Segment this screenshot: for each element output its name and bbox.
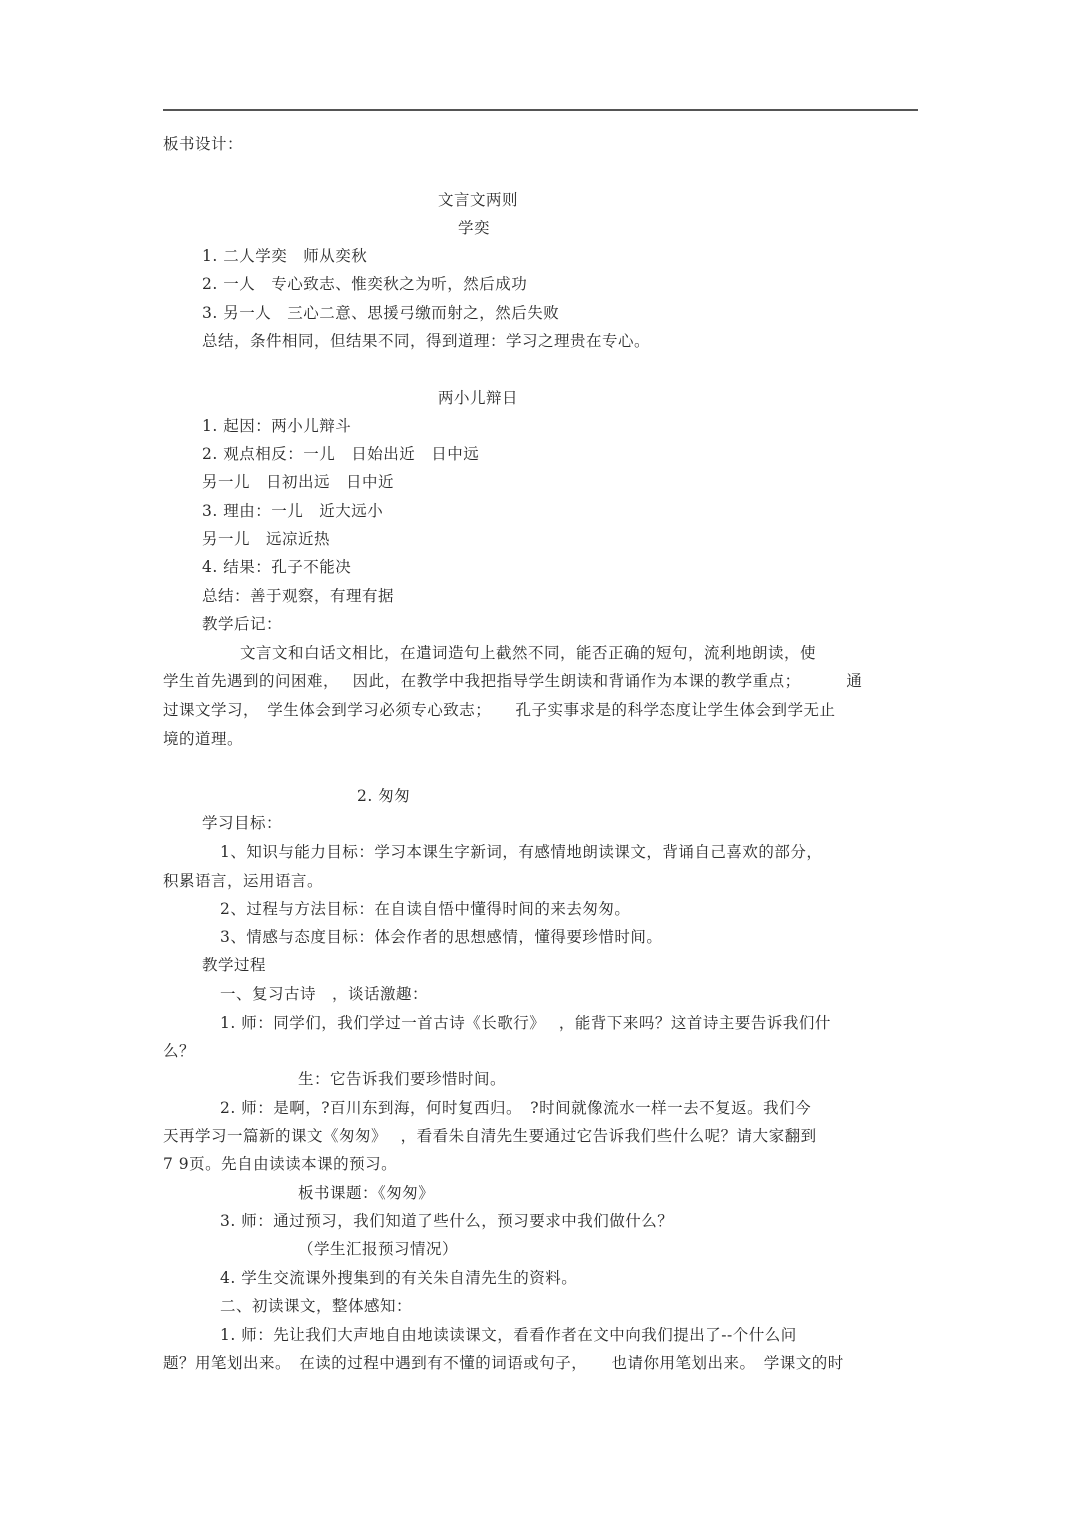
- xueyi-item: 3. 另一人 三心二意、思援弓缴而射之，然后失败: [202, 304, 560, 322]
- header-rule: [163, 109, 918, 111]
- postscript-line: 文言文和白话文相比，在遣词造句上截然不同，能否正确的短句，流利地朗读，使: [240, 644, 817, 662]
- liangxiaoer-title: 两小儿辩日: [438, 389, 519, 407]
- lesson-title: 2. 匆匆: [357, 787, 411, 805]
- postscript-line: 过课文学习， 学生体会到学习必须专心致志； 孔子实事求是的科学态度让学生体会到学无止: [163, 701, 836, 719]
- liangxiaoer-item: 另一儿 日初出远 日中近: [202, 473, 395, 491]
- liangxiaoer-summary: 总结：善于观察，有理有据: [202, 587, 395, 605]
- process-line: 天再学习一篇新的课文《匆匆》 ，看看朱自清先生要通过它告诉我们些什么呢？请大家翻到: [163, 1127, 817, 1145]
- process-line: 板书课题：《匆匆》: [298, 1184, 435, 1202]
- board-design-label: 板书设计：: [163, 135, 244, 153]
- xueyi-summary: 总结，条件相同，但结果不同，得到道理：学习之理贵在专心。: [202, 332, 651, 350]
- process-heading: 教学过程: [202, 956, 267, 974]
- process-line: 一、复习古诗 ，谈话激趣：: [220, 985, 429, 1003]
- process-line: 题？用笔划出来。 在读的过程中遇到有不懂的词语或句子， 也请你用笔划出来。 学课文的时: [163, 1354, 844, 1372]
- goal-line: 1、知识与能力目标：学习本课生字新词，有感情地朗读课文，背诵自己喜欢的部分，: [220, 843, 823, 861]
- liangxiaoer-item: 另一儿 远凉近热: [202, 530, 331, 548]
- process-line: 1. 师：同学们，我们学过一首古诗《长歌行》 ，能背下来吗？这首诗主要告诉我们什: [220, 1014, 831, 1032]
- postscript-line: 学生首先遇到的问困难， 因此，在教学中我把指导学生朗读和背诵作为本课的教学重点； 通: [163, 672, 863, 690]
- process-line: 3. 师：通过预习，我们知道了些什么，预习要求中我们做什么？: [220, 1212, 674, 1230]
- section-title: 文言文两则: [438, 191, 519, 209]
- goal-line: 3、情感与态度目标：体会作者的思想感情，懂得要珍惜时间。: [220, 928, 663, 946]
- process-line: 2. 师：是啊，?百川东到海，何时复西归。 ?时间就像流水一样一去不复返。我们今: [220, 1099, 812, 1117]
- liangxiaoer-item: 2. 观点相反：一儿 日始出近 日中远: [202, 445, 480, 463]
- goals-heading: 学习目标：: [202, 814, 283, 832]
- liangxiaoer-item: 4. 结果：孔子不能决: [202, 558, 352, 576]
- process-line: （学生汇报预习情况）: [298, 1240, 459, 1258]
- process-line: 么？: [163, 1042, 196, 1060]
- liangxiaoer-item: 1. 起因：两小儿辩斗: [202, 417, 352, 435]
- goal-line: 2、过程与方法目标：在自读自悟中懂得时间的来去匆匆。: [220, 900, 631, 918]
- goal-line: 积累语言，运用语言。: [163, 872, 324, 890]
- process-line: 1. 师：先让我们大声地自由地读读课文，看看作者在文中向我们提出了--个什么问: [220, 1326, 797, 1344]
- xueyi-item: 2. 一人 专心致志、惟奕秋之为听，然后成功: [202, 275, 528, 293]
- liangxiaoer-item: 3. 理由：一儿 近大远小: [202, 502, 384, 520]
- process-line: 4. 学生交流课外搜集到的有关朱自清先生的资料。: [220, 1269, 578, 1287]
- process-line: 二、初读课文，整体感知：: [220, 1297, 413, 1315]
- postscript-heading: 教学后记：: [202, 615, 283, 633]
- postscript-line: 境的道理。: [163, 730, 244, 748]
- xueyi-item: 1. 二人学奕 师从奕秋: [202, 247, 368, 265]
- xueyi-title: 学奕: [458, 219, 491, 237]
- process-line: 7 9页。先自由读读本课的预习。: [163, 1155, 398, 1173]
- process-line: 生：它告诉我们要珍惜时间。: [298, 1070, 507, 1088]
